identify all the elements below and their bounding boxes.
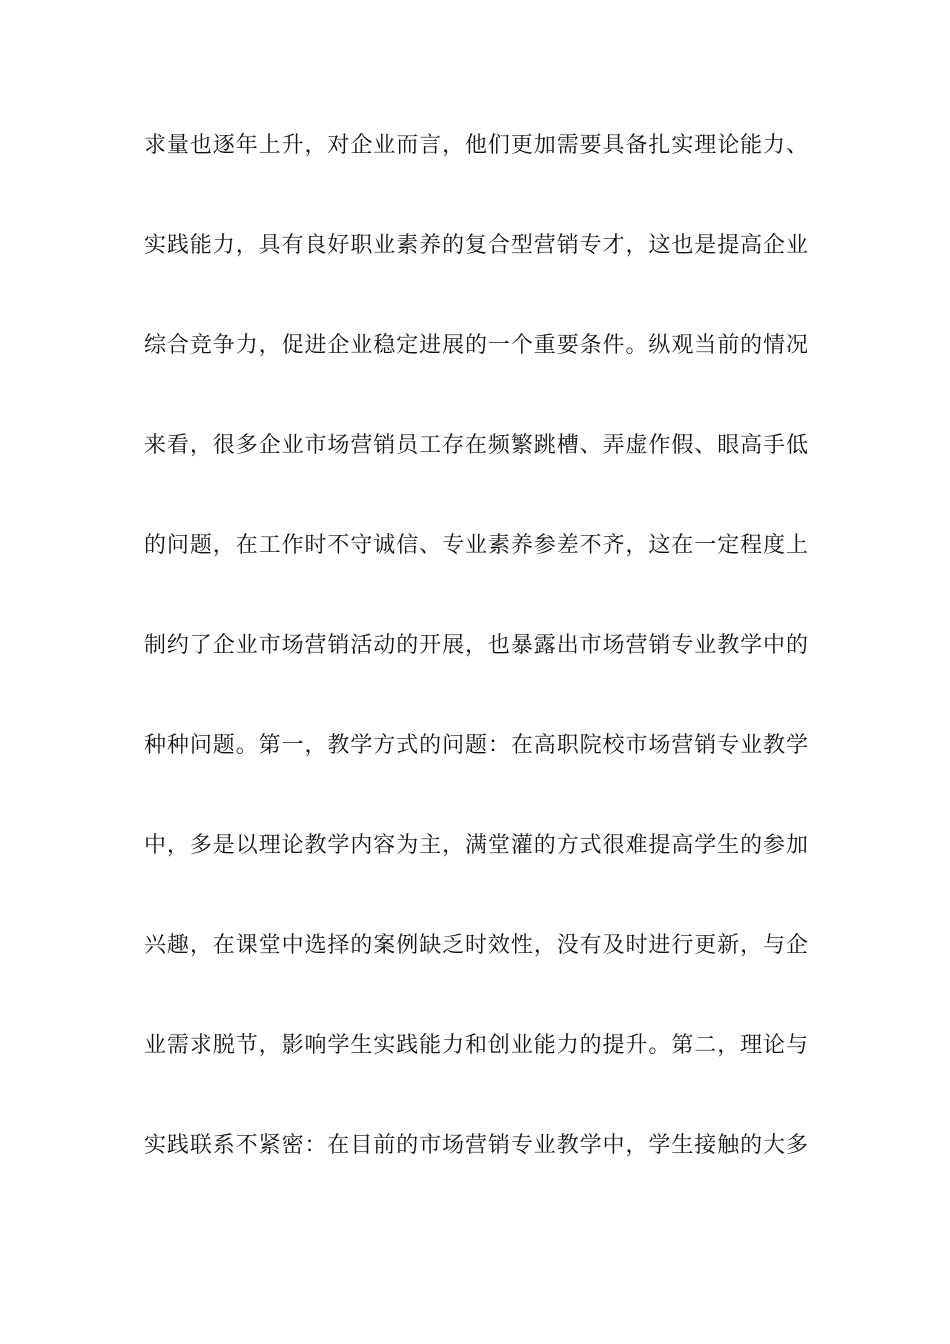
- body-paragraph: [144, 126, 808, 1226]
- text-line-2: 实践能力，具有良好职业素养的复合型营销专才，这也是提高企业: [144, 233, 808, 258]
- text-line-1: 求量也逐年上升，对企业而言，他们更加需要具备扎实理论能力、: [144, 133, 808, 158]
- text-line-10: 业需求脱节，影响学生实践能力和创业能力的提升。第二，理论与: [144, 1033, 808, 1058]
- text-line-3: 综合竞争力，促进企业稳定进展的一个重要条件。纵观当前的情况: [144, 333, 808, 358]
- text-line-4: 来看，很多企业市场营销员工存在频繁跳槽、弄虚作假、眼高手低: [144, 433, 808, 458]
- text-line-7: 种种问题。第一，教学方式的问题：在高职院校市场营销专业教学: [144, 733, 808, 758]
- text-line-11: 实践联系不紧密：在目前的市场营销专业教学中，学生接触的大多: [144, 1133, 808, 1158]
- text-line-6: 制约了企业市场营销活动的开展，也暴露出市场营销专业教学中的: [144, 633, 808, 658]
- text-line-8: 中，多是以理论教学内容为主，满堂灌的方式很难提高学生的参加: [144, 833, 808, 858]
- text-line-5: 的问题，在工作时不守诚信、专业素养参差不齐，这在一定程度上: [144, 533, 808, 558]
- text-line-9: 兴趣，在课堂中选择的案例缺乏时效性，没有及时进行更新，与企: [144, 933, 808, 958]
